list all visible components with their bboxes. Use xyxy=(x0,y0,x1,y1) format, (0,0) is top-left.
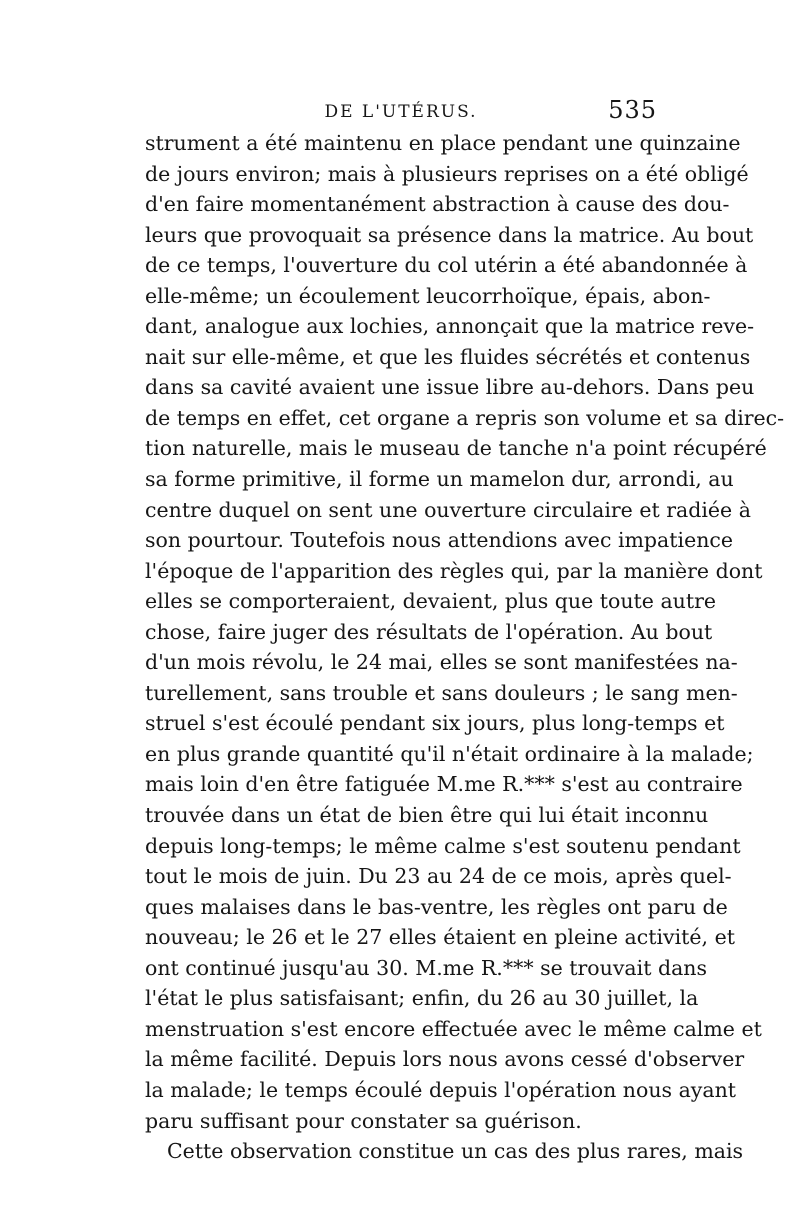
text-line: trouvée dans un état de bien être qui lui était inconnu xyxy=(145,803,709,828)
text-line: d'un mois révolu, le 24 mai, elles se sont manifestées na- xyxy=(145,650,738,675)
text-line: leurs que provoquait sa présence dans la matrice. Au bout xyxy=(145,222,754,247)
text-line: struel s'est écoulé pendant six jours, plus long-temps et xyxy=(145,711,725,736)
body-text xyxy=(145,128,785,1167)
text-line: mais loin d'en être fatiguée M.me R.*** s'est au contraire xyxy=(145,772,743,797)
text-line: l'état le plus satisfaisant; enfin, du 26 au 30 juillet, la xyxy=(145,986,699,1011)
text-line: en plus grande quantité qu'il n'était ordinaire à la malade; xyxy=(145,741,754,766)
text-line: dans sa cavité avaient une issue libre au-dehors. Dans peu xyxy=(145,375,755,400)
text-line: la malade; le temps écoulé depuis l'opération nous ayant xyxy=(145,1077,737,1102)
text-line: menstruation s'est encore effectuée avec le même calme et xyxy=(145,1016,762,1041)
text-line: tout le mois de juin. Du 23 au 24 de ce mois, après quel- xyxy=(145,864,732,889)
text-line: de temps en effet, cet organe a repris son volume et sa direc- xyxy=(145,405,785,430)
text-line: dant, analogue aux lochies, annonçait que la matrice reve- xyxy=(145,314,755,339)
running-title: DE L'UTÉRUS. xyxy=(324,102,478,122)
text-line: elle-même; un écoulement leucorrhoïque, épais, abon- xyxy=(145,283,711,308)
text-line: centre duquel on sent une ouverture circulaire et radiée à xyxy=(145,497,751,522)
text-line: strument a été maintenu en place pendant une quinzaine xyxy=(145,131,741,155)
text-line: ont continué jusqu'au 30. M.me R.*** se trouvait dans xyxy=(145,955,708,980)
text-line: l'époque de l'apparition des règles qui, par la manière dont xyxy=(145,558,763,583)
text-line: sa forme primitive, il forme un mamelon dur, arrondi, au xyxy=(145,467,734,492)
text-line: de jours environ; mais à plusieurs reprises on a été obligé xyxy=(145,161,749,186)
running-head xyxy=(145,96,657,132)
page-number: 535 xyxy=(608,96,657,124)
text-line: d'en faire momentanément abstraction à cause des dou- xyxy=(145,192,730,217)
text-line: depuis long-temps; le même calme s'est soutenu pendant xyxy=(145,833,741,858)
text-line: tion naturelle, mais le museau de tanche n'a point récupéré xyxy=(145,436,767,461)
text-line: nait sur elle-même, et que les fluides sécrétés et contenus xyxy=(145,344,751,369)
text-line: turellement, sans trouble et sans douleurs ; le sang men- xyxy=(145,680,738,705)
text-line: chose, faire juger des résultats de l'opération. Au bout xyxy=(145,619,713,644)
text-line: Cette observation constitue un cas des plus rares, mais xyxy=(167,1139,744,1164)
text-line: ques malaises dans le bas-ventre, les règles ont paru de xyxy=(145,894,728,919)
text-line: son pourtour. Toutefois nous attendions avec impatience xyxy=(145,528,734,553)
text-line: nouveau; le 26 et le 27 elles étaient en pleine activité, et xyxy=(145,925,735,950)
text-line: elles se comporteraient, devaient, plus que toute autre xyxy=(145,589,717,614)
text-line: paru suffisant pour constater sa guérison. xyxy=(145,1108,582,1133)
text-line: de ce temps, l'ouverture du col utérin a été abandonnée à xyxy=(145,253,748,278)
text-line: la même facilité. Depuis lors nous avons cessé d'observer xyxy=(145,1047,745,1072)
